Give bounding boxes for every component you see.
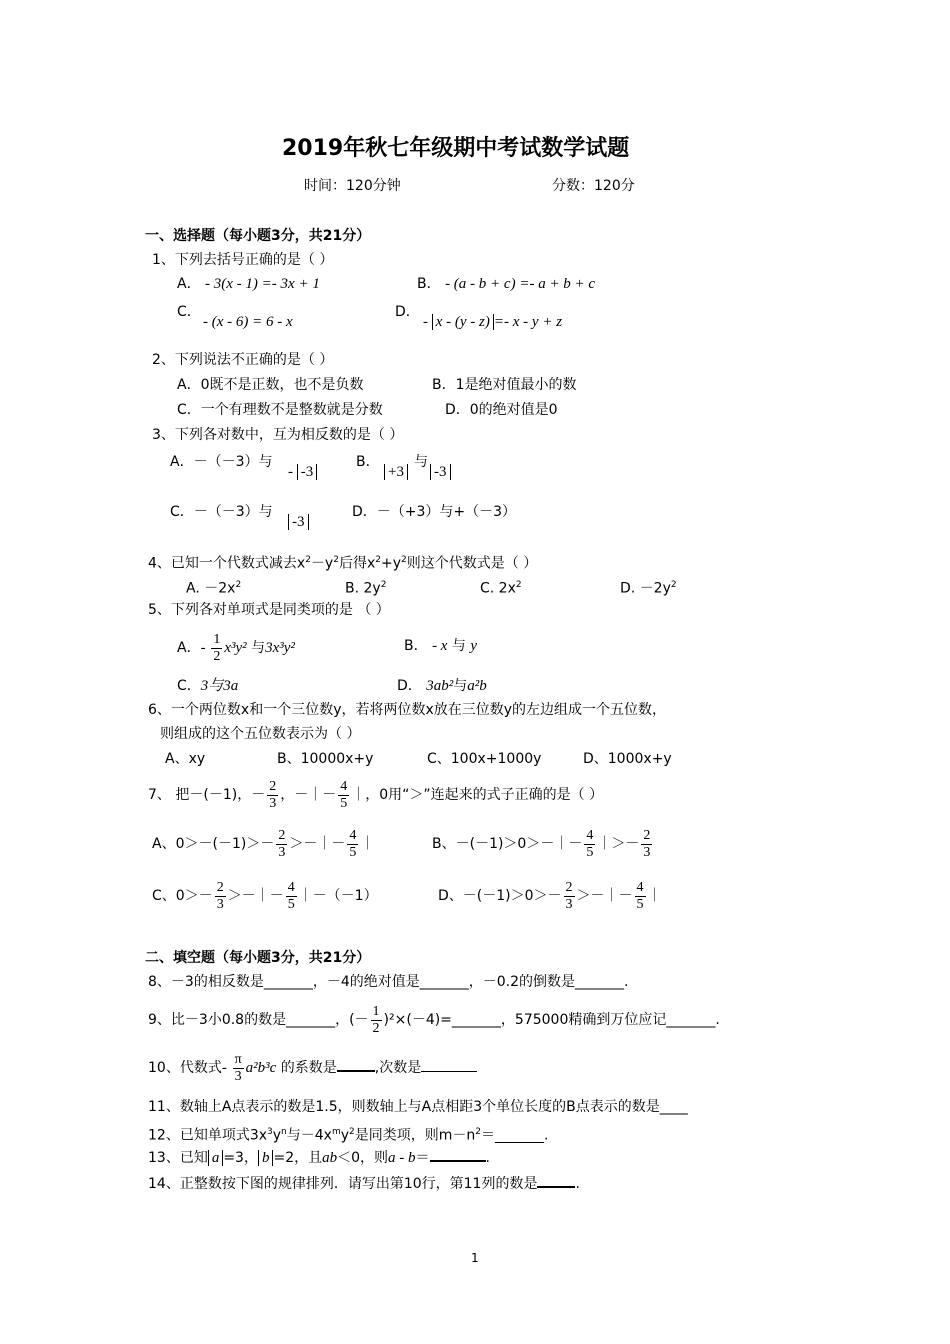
exam-time: 时间：120分钟	[304, 178, 401, 194]
q1-option-d: - x - (y - z) =- x - y + z	[423, 314, 563, 330]
q4-option-b: B. $2y^2$	[345, 580, 387, 597]
q6-option-d: D、1000x+y	[583, 751, 672, 767]
q3-b-expr2	[430, 462, 451, 482]
q4-stem: 4、已知一个代数式减去$x^2-y^2$后得$x^2+y^2$则这个代数式是（ ）	[148, 555, 538, 572]
page-title: 2019年秋七年级期中考试数学试题	[282, 136, 630, 161]
q5-option-d: D． 3ab²与a²b	[397, 678, 487, 694]
q1-d-label: D．	[395, 304, 420, 320]
q1-option-b	[417, 274, 595, 294]
q12: 12、已知单项式$3x^3y^n$与$-4x^my^2$是同类项，则$m-n^2=\_\_\_\_\_\_\_$.	[148, 1127, 549, 1144]
q3-b-abs2: -3	[430, 464, 451, 480]
q1-d-abs: x - (y - z)	[432, 314, 494, 330]
q6-option-a: A、xy	[165, 751, 206, 767]
q2-stem: 2、下列说法不正确的是（ ）	[152, 352, 334, 368]
q14: 14、正整数按下图的规律排列．请写出第10行，第11列的数是 .	[148, 1172, 580, 1194]
q1-c-label: C．	[177, 304, 201, 320]
q11: 11、数轴上A点表示的数是1.5，则数轴上与A点相距3个单位长度的B点表示的数是____	[148, 1099, 688, 1115]
q5-a-fraction: $\frac{1}{2}$	[213, 631, 221, 664]
q6-stem-line2: 则组成的这个五位数表示为（ ）	[160, 726, 361, 742]
q9: 9、比－3小0.8的数是_______，(－ $\frac{1}{2}$ )²×(－4)=_______，575000精确到万位应记_______.	[148, 1003, 720, 1036]
exam-score: 分数：120分	[552, 178, 635, 194]
q3-option-c: C．－（－3）与	[170, 504, 273, 520]
q2-option-d: D．0的绝对值是0	[445, 402, 558, 418]
q4-option-a: A. $-2x^2$	[186, 580, 242, 597]
q2-option-c: C．一个有理数不是整数就是分数	[177, 402, 383, 418]
q2-option-a: A．0既不是正数，也不是负数	[177, 377, 364, 393]
q3-b-abs1: +3	[384, 464, 408, 480]
q3-option-b	[384, 462, 408, 482]
q7-option-c: C、0＞－ $\frac{2}{3}$ ＞－｜－ $\frac{4}{5}$ ｜－（－1）	[152, 879, 378, 912]
q3-option-d: D．－（+3）与+（－3）	[352, 504, 517, 520]
q7-stem: 7、 把－(－1)，－ $\frac{2}{3}$ ，－｜－ $\frac{4}{5}$ ｜，0用“＞”连起来的式子正确的是（ ）	[148, 778, 604, 811]
q3-a-expr: - -3	[288, 462, 317, 482]
q1-a-label: A．	[177, 276, 201, 292]
q5-stem: 5、下列各对单项式是同类项的是 （ ）	[148, 602, 390, 618]
page-number: 1	[471, 1251, 479, 1265]
section-1-heading: 一、选择题（每小题3分，共21分）	[145, 228, 371, 244]
q5-option-b: B． - x 与 y	[404, 638, 478, 654]
q1-option-a	[177, 274, 320, 294]
q3-c-expr	[288, 512, 309, 532]
q1-b-expr: - (a - b + c) =- a + b + c	[445, 276, 596, 292]
q13: 13、已知 a =3， b =2，且ab＜0，则a - b＝ .	[148, 1146, 490, 1168]
q6-option-b: B、10000x+y	[277, 751, 374, 767]
q7-option-a: A、0＞－(－1)＞－ $\frac{2}{3}$ ＞－｜－ $\frac{4}{5}$ ｜	[152, 827, 375, 860]
q5-option-a: A．- $\frac{1}{2}$ x³y² 与3x³y²	[177, 631, 295, 664]
q3-a-abs: -3	[297, 464, 318, 480]
q6-option-c: C、100x+1000y	[427, 751, 542, 767]
q1-stem: 1、下列去括号正确的是（ ）	[152, 252, 334, 268]
q10: 10、代数式- $\frac{\pi}{3}$ a²b³c 的系数是 ,次数是	[148, 1048, 477, 1088]
q3-c-abs: -3	[288, 514, 309, 530]
q1-d-rhs: =- x - y + z	[493, 314, 563, 330]
q4-option-d: D. $-2y^2$	[620, 580, 677, 597]
q7-option-b: B、－(－1)＞0＞－｜－ $\frac{4}{5}$ ｜＞－ $\frac{2}{3}$	[432, 827, 651, 860]
section-2-heading: 二、填空题（每小题3分，共21分）	[145, 950, 371, 966]
q1-b-label: B．	[417, 276, 441, 292]
q5-option-c: C．3与3a	[177, 678, 239, 694]
q1-c-expr: - (x - 6) = 6 - x	[203, 314, 293, 330]
q3-b-mid: 与	[414, 454, 428, 470]
q3-b-label: B．	[356, 454, 380, 470]
q3-stem: 3、下列各对数中，互为相反数的是（ ）	[152, 427, 404, 443]
q8: 8、－3的相反数是_______，－4的绝对值是_______，－0.2的倒数是_______.	[148, 974, 629, 990]
q2-option-b: B．1是绝对值最小的数	[432, 377, 577, 393]
q4-option-c: C. $2x^2$	[480, 580, 522, 597]
q7-option-d: D、－(－1)＞0＞－ $\frac{2}{3}$ ＞－｜－ $\frac{4}{5}$ ｜	[438, 879, 662, 912]
q1-a-expr: - 3(x - 1) =- 3x + 1	[205, 276, 320, 292]
q6-stem-line1: 6、一个两位数x和一个三位数y，若将两位数x放在三位数y的左边组成一个五位数，	[148, 702, 667, 718]
q3-option-a: A．－（－3）与	[170, 454, 273, 470]
